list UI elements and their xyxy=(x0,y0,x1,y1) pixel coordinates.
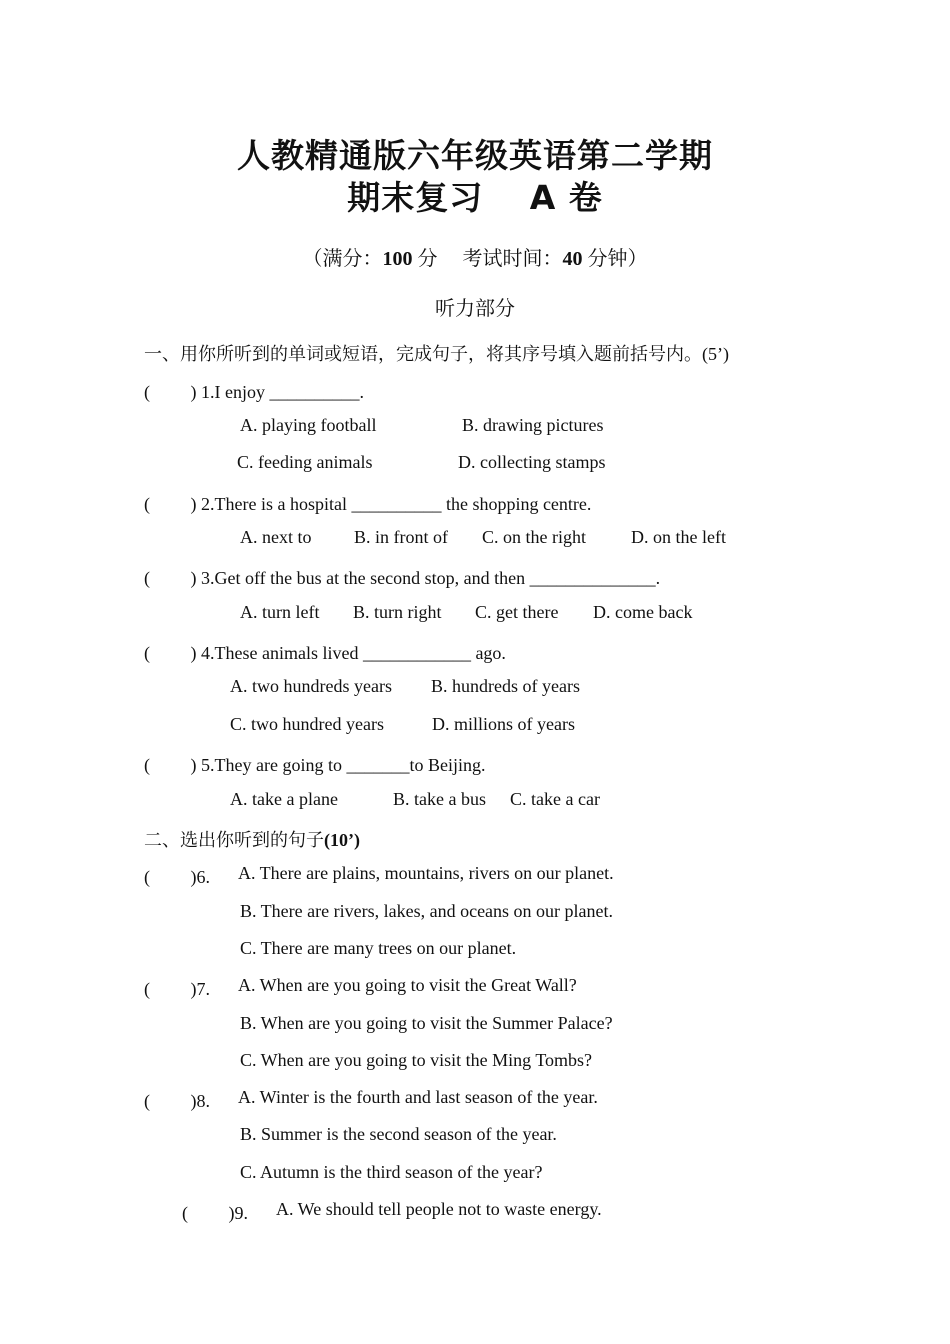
q8-number: ( )8. xyxy=(144,1091,210,1111)
part2-instruction xyxy=(144,826,360,852)
q2-option-a: A. next to xyxy=(240,527,312,547)
part2-points: (10’) xyxy=(324,830,360,850)
q4-option-d: D. millions of years xyxy=(432,714,575,734)
q3-stem: ( ) 3.Get off the bus at the second stop, and then ______________. xyxy=(144,568,661,588)
q1-option-d: D. collecting stamps xyxy=(458,452,606,472)
time-unit: 分钟） xyxy=(582,248,648,270)
q1-option-b: B. drawing pictures xyxy=(462,415,604,435)
q8-option-b: B. Summer is the second season of the year. xyxy=(240,1124,557,1144)
q3-option-a: A. turn left xyxy=(240,602,320,622)
q2-option-c: C. on the right xyxy=(482,527,586,547)
q3-option-b: B. turn right xyxy=(353,602,442,622)
q5-option-b: B. take a bus xyxy=(393,789,486,809)
time-value: 40 xyxy=(562,248,583,270)
q9-option-a: A. We should tell people not to waste energy. xyxy=(276,1199,602,1219)
part2-instruction-text: 二、选出你听到的句子 xyxy=(144,830,324,850)
q5-option-c: C. take a car xyxy=(510,789,600,809)
q6-option-c: C. There are many trees on our planet. xyxy=(240,938,517,958)
q4-stem: ( ) 4.These animals lived ____________ ago. xyxy=(144,643,506,663)
score-time-info xyxy=(0,242,950,271)
score-label: （满分： xyxy=(302,248,383,270)
score-value: 100 xyxy=(382,248,413,270)
q4-option-a: A. two hundreds years xyxy=(230,676,392,696)
q5-option-a: A. take a plane xyxy=(230,789,338,809)
q4-option-c: C. two hundred years xyxy=(230,714,384,734)
q8-option-c: C. Autumn is the third season of the year? xyxy=(240,1162,543,1182)
q7-number: ( )7. xyxy=(144,979,210,999)
q9-number: ( )9. xyxy=(182,1203,248,1223)
q1-option-a: A. playing football xyxy=(240,415,377,435)
q6-number: ( )6. xyxy=(144,867,210,887)
title-line-1: 人教精通版六年级英语第二学期 xyxy=(237,136,713,175)
q2-option-b: B. in front of xyxy=(354,527,448,547)
time-label: 分 考试时间： xyxy=(412,248,563,270)
part1-instruction: 一、用你所听到的单词或短语，完成句子，将其序号填入题前括号内。(5’) xyxy=(144,344,729,364)
title-line-2: 期末复习 A 卷 xyxy=(347,178,603,217)
q5-stem: ( ) 5.They are going to _______to Beijing. xyxy=(144,755,486,775)
q3-option-d: D. come back xyxy=(593,602,693,622)
q1-stem: ( ) 1.I enjoy __________. xyxy=(144,382,364,402)
q7-option-b: B. When are you going to visit the Summer Palace? xyxy=(240,1013,613,1033)
q7-option-a: A. When are you going to visit the Great Wall? xyxy=(238,975,577,995)
section-title: 听力部分 xyxy=(435,298,515,320)
q4-option-b: B. hundreds of years xyxy=(431,676,580,696)
q7-option-c: C. When are you going to visit the Ming Tombs? xyxy=(240,1050,593,1070)
q2-option-d: D. on the left xyxy=(631,527,726,547)
q6-option-b: B. There are rivers, lakes, and oceans on our planet. xyxy=(240,901,614,921)
q2-stem: ( ) 2.There is a hospital __________ the shopping centre. xyxy=(144,494,592,514)
q1-option-c: C. feeding animals xyxy=(237,452,373,472)
q6-option-a: A. There are plains, mountains, rivers on our planet. xyxy=(238,863,614,883)
q8-option-a: A. Winter is the fourth and last season of the year. xyxy=(238,1087,598,1107)
q3-option-c: C. get there xyxy=(475,602,559,622)
